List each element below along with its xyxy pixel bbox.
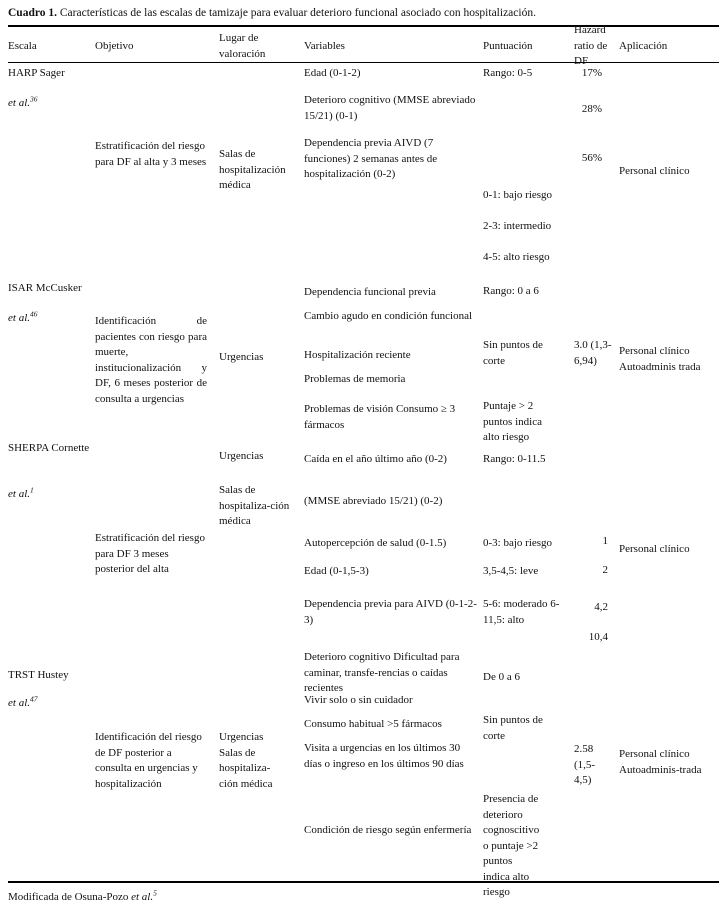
cell-aplicacion: Personal clínico [619,165,690,177]
cell-variable: Deterioro cognitivo Dificultad para caminar, transfe-rencias o caídas recientes [304,651,460,694]
cell-variable: Dependencia previa para AIVD (0-1-2-3) [304,598,477,626]
cell-objetivo: Identificación de pacientes con riesgo para muerte, institucionalización y DF, 6 meses posterior de consulta a urgencias [95,315,207,405]
etal-text: et al. [8,488,30,500]
cell-hazard-ratio: 2 [602,564,608,576]
cell-hazard-ratio: 17% [581,67,603,79]
scale-author-reference [8,487,93,503]
cell-hazard-ratio: 28% [581,103,603,115]
scale-name: SHERPA Cornette [8,442,90,454]
cell-variable: Cambio agudo en condición funcional [304,310,473,322]
reference-superscript: 46 [30,309,38,319]
column-header-variables: Variables [304,40,345,52]
cell-variable: Edad (0-1,5-3) [304,565,369,577]
cell-puntuacion: 2-3: intermedio [483,220,552,232]
cell-puntuacion: De 0 a 6 [483,671,520,683]
table-title-label: Cuadro 1. [8,7,57,19]
column-header-objetivo: Objetivo [95,40,134,52]
reference-superscript: 1 [30,485,34,495]
cell-variable: Problemas de visión Consumo ≥ 3 fármacos [304,403,456,431]
cell-objetivo: Estratificación del riesgo para DF 3 meses posterior del alta [95,532,205,575]
cell-lugar: Urgencias [219,450,264,462]
cell-puntuacion: 0-3: bajo riesgo [483,537,553,549]
cell-lugar: Salas de hospitaliza-ción médica [219,484,290,527]
cell-objetivo: Identificación del riesgo de DF posterior a consulta en urgencias y hospitalización [95,731,202,790]
cell-aplicacion: Personal clínico Autoadminis trada [619,345,701,373]
cell-variable: Consumo habitual >5 fármacos [304,718,442,730]
cell-puntuacion: Sin puntos de corte [483,714,543,742]
footnote-text: Modificada de Osuna-Pozo [8,891,129,903]
reference-superscript: 36 [30,94,38,104]
table-title-text: Características de las escalas de tamizaje para evaluar deterioro funcional asociado con hospitalización. [59,7,536,19]
cell-puntuacion: Sin puntos de corte [483,339,543,367]
etal-text: et al. [8,697,30,709]
cell-aplicacion: Personal clínico [619,543,690,555]
etal-text: et al. [8,97,30,109]
cell-variable: Vivir solo o sin cuidador [304,694,413,706]
table-header-rule [8,62,719,63]
cell-puntuacion: Rango: 0-5 [483,67,533,79]
reference-superscript: 5 [153,888,157,898]
scale-author-reference [8,311,93,327]
reference-superscript: 47 [30,694,38,704]
table-top-rule [8,25,719,27]
cell-aplicacion: Personal clínico Autoadminis-trada [619,748,702,776]
cell-puntuacion: Rango: 0-11.5 [483,453,546,465]
footnote-etal [131,888,157,903]
cell-hazard-ratio: 4,2 [594,601,608,613]
cell-variable: Condición de riesgo según enfermería [304,824,472,836]
cell-variable: Caída en el año último año (0-2) [304,453,447,465]
scale-author-reference [8,96,93,112]
cell-lugar: Salas de hospitalización médica [219,148,286,191]
table-bottom-rule [8,881,719,883]
cell-hazard-ratio: 56% [581,152,603,164]
cell-lugar: Urgencias [219,351,264,363]
cell-puntuacion: 4-5: alto riesgo [483,251,550,263]
cell-variable: (MMSE abreviado 15/21) (0-2) [304,495,443,507]
table-title [8,6,720,22]
cell-puntuacion: Puntaje > 2 puntos indica alto riesgo [483,400,542,443]
column-header-puntuacion: Puntuación [483,40,533,52]
scale-author-reference [8,696,93,712]
cell-hazard-ratio: 10,4 [588,631,608,643]
etal-text: et al. [8,312,30,324]
scale-name: HARP Sager [8,67,65,79]
column-header-aplicacion: Aplicación [619,40,668,52]
cell-objetivo: Estratificación del riesgo para DF al alta y 3 meses [95,140,207,168]
cell-variable: Autopercepción de salud (0-1.5) [304,537,447,549]
scale-name: ISAR McCusker [8,282,82,294]
cell-puntuacion: Rango: 0 a 6 [483,285,539,297]
cell-variable: Edad (0-1-2) [304,67,361,79]
cell-variable: Problemas de memoria [304,373,406,385]
cell-variable: Deterioro cognitivo (MMSE abreviado 15/21) (0-1) [304,94,476,122]
cell-lugar: Urgencias Salas de hospitaliza-ción médica [219,731,273,790]
cell-hazard-ratio: 1 [602,535,608,547]
column-header-lugar: Lugar de valoración [219,32,266,60]
etal-text: et al. [131,891,154,903]
column-header-hazard-ratio: Hazard ratio de DF [574,24,608,67]
cell-puntuacion: 0-1: bajo riesgo [483,189,553,201]
cell-variable: Visita a urgencias en los últimos 30 días o ingreso en los últimos 90 días [304,742,464,770]
cell-puntuacion: 5-6: moderado 6-11,5: alto [483,598,560,626]
cell-hazard-ratio: 3.0 (1,3-6,94) [574,339,612,367]
cell-puntuacion: Presencia de deterioro cognoscitivo o puntaje >2 puntos indica alto riesgo [483,793,540,898]
scale-name: TRST Hustey [8,669,69,681]
cell-hazard-ratio: 2.58 (1,5-4,5) [574,743,596,786]
cell-variable: Hospitalización reciente [304,349,411,361]
cell-variable: Dependencia previa AIVD (7 funciones) 2 semanas antes de hospitalización (0-2) [304,137,438,180]
column-header-escala: Escala [8,40,37,52]
cell-puntuacion: 3,5-4,5: leve [483,565,539,577]
table-footnote [8,890,408,906]
cell-variable: Dependencia funcional previa [304,286,436,298]
